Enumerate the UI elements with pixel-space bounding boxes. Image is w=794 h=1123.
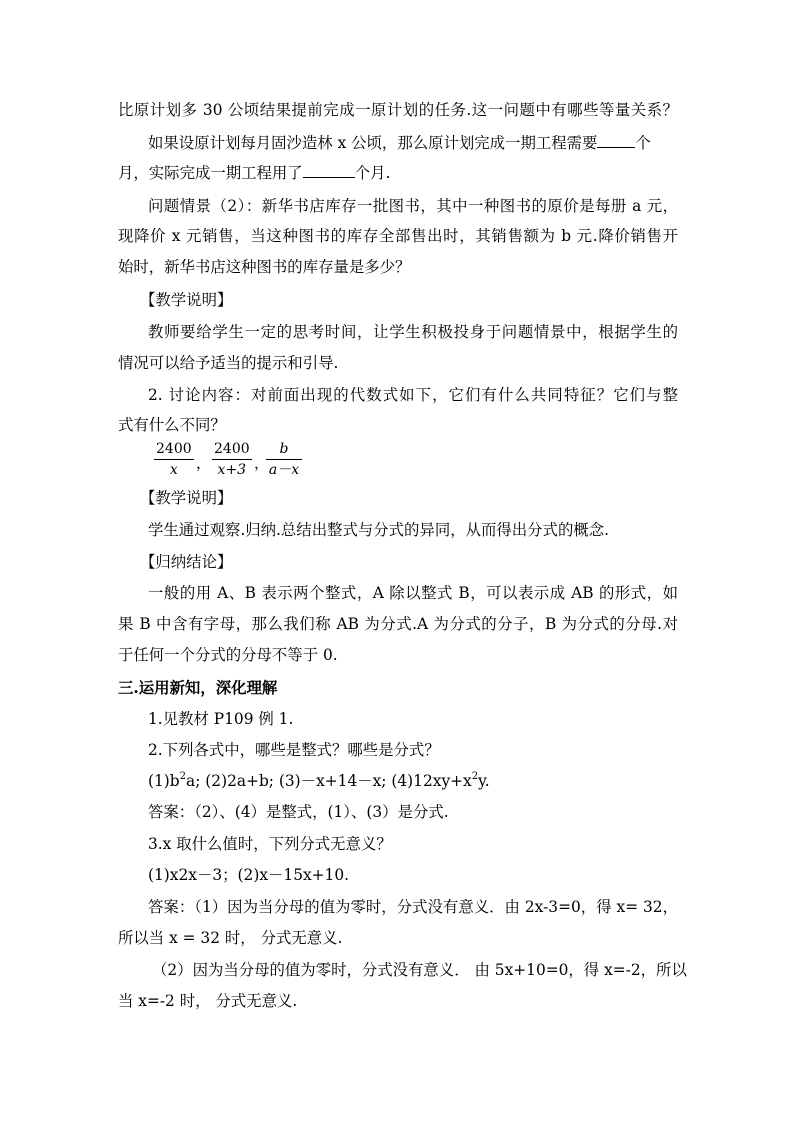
paragraph-line: 现降价 x 元销售，当这种图书的库存全部售出时，其销售额为 b 元.降价销售开 [118, 227, 678, 245]
paragraph-line: 果 B 中含有字母，那么我们称 AB 为分式.A 为分式的分子，B 为分式的分母.对 [118, 615, 678, 633]
paragraph-line [118, 163, 678, 183]
paragraph-line: 教师要给学生一定的思考时间，让学生积极投身于问题情景中，根据学生的 [148, 323, 678, 341]
exercise-expressions: (1)x2x－3；(2)x－15x+10. [148, 866, 350, 884]
answer-line: 所以当 x = 32 时， 分式无意义. [118, 929, 343, 947]
exercise-item: 3.x 取什么值时，下列分式无意义？ [148, 835, 392, 853]
answer-blank [597, 133, 635, 148]
exercise-item: 1.见教材 P109 例 1. [148, 710, 294, 728]
paragraph-line: 情况可以给予适当的提示和引导. [118, 354, 339, 372]
paragraph-line [148, 133, 678, 153]
fraction-bar [212, 459, 252, 460]
paragraph-line: 学生通过观察.归纳.总结出整式与分式的异同，从而得出分式的概念. [148, 521, 610, 539]
paragraph-line: 一般的用 A、B 表示两个整式，A 除以整式 B，可以表示成 AB 的形式，如 [148, 584, 678, 602]
fraction-denominator: a－x [268, 462, 300, 478]
text-span: 月，实际完成一期工程用了 [118, 164, 303, 182]
fraction-denominator: x+3 [217, 462, 247, 478]
paragraph-line: 问题情景（2）：新华书店库存一批图书，其中一种图书的原价是每册 a 元， [148, 197, 678, 215]
exercise-expressions [148, 771, 708, 791]
fraction-numerator: b [279, 441, 289, 457]
answer-line: 答案：（1）因为当分母的值为零时，分式没有意义．由 2x-3=0，得 x= 32， [148, 898, 678, 916]
text-span: 个 [635, 134, 651, 152]
exponent: 2 [471, 770, 479, 782]
text-span: (1)b [148, 772, 180, 790]
fraction-numerator: 2400 [156, 441, 192, 457]
answer-line: 当 x=-2 时， 分式无意义. [118, 992, 298, 1010]
paragraph-line: 始时，新华书店这种图书的库存量是多少？ [118, 258, 411, 276]
teaching-note-heading: 【教学说明】 [140, 291, 233, 309]
answer-line: 答案：（2）、(4）是整式，(1）、(3）是分式. [148, 803, 449, 821]
conclusion-heading: 【归纳结论】 [140, 553, 233, 571]
exponent: 2 [179, 770, 187, 782]
separator: ， [196, 454, 212, 472]
teaching-note-heading: 【教学说明】 [140, 489, 233, 507]
fraction [212, 440, 252, 479]
fraction-denominator: x [169, 462, 178, 478]
text-span: 如果设原计划每月固沙造林 x 公顷，那么原计划完成一期工程需要 [148, 134, 598, 152]
text-span: 个月. [354, 164, 391, 182]
fraction-numerator: 2400 [214, 441, 250, 457]
text-span: a; (2)2a+b; (3)－x+14－x; (4)12xy+x [186, 772, 472, 790]
answer-blank [303, 163, 355, 178]
fraction-bar [266, 459, 302, 460]
fraction [154, 440, 194, 479]
paragraph-line: 于任何一个分式的分母不等于 0. [118, 646, 338, 664]
paragraph-line: 2. 讨论内容：对前面出现的代数式如下，它们有什么共同特征？它们与整 [148, 386, 678, 404]
fraction-bar [154, 459, 194, 460]
section-heading: 三.运用新知，深化理解 [118, 679, 278, 697]
separator: ， [254, 454, 270, 472]
text-span: y. [478, 772, 490, 790]
fraction [266, 440, 302, 479]
paragraph-line: 比原计划多 30 公顷结果提前完成一原计划的任务.这一问题中有哪些等量关系？ [118, 101, 678, 119]
exercise-item: 2.下列各式中，哪些是整式？哪些是分式？ [148, 741, 440, 759]
paragraph-line: 式有什么不同？ [118, 416, 226, 434]
answer-line: （2）因为当分母的值为零时，分式没有意义． 由 5x+10=0，得 x=-2，所以 [152, 961, 687, 979]
